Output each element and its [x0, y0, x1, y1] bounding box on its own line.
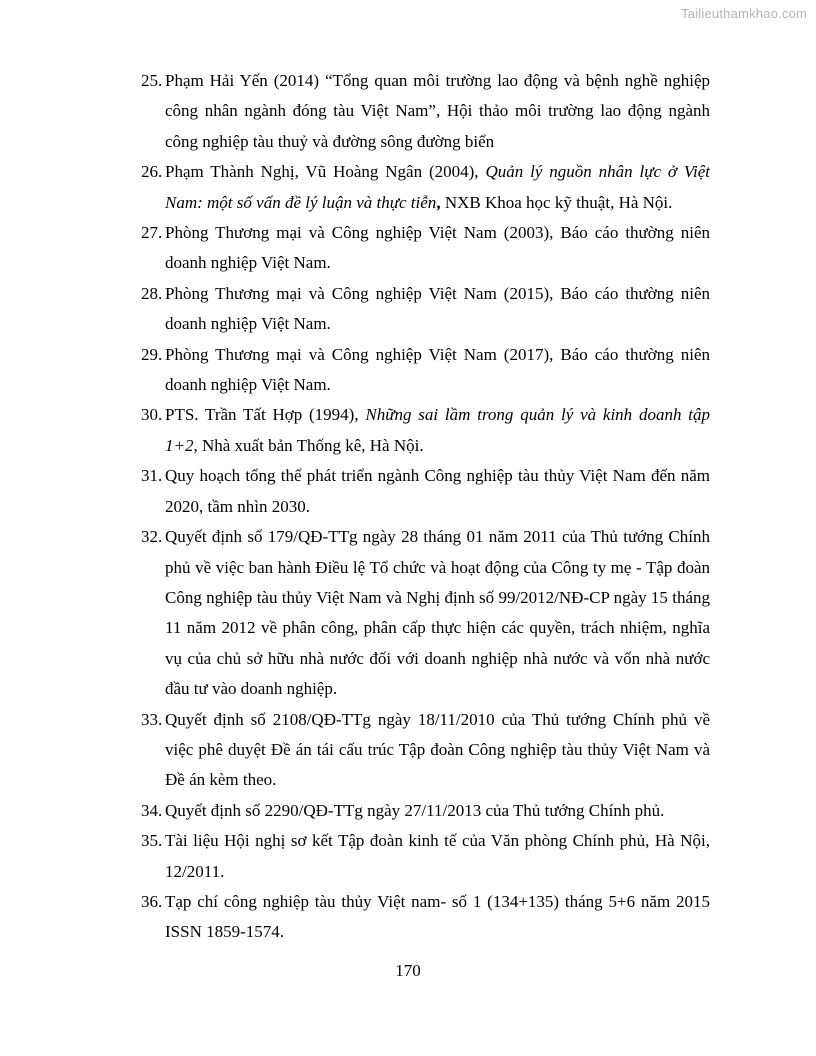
reference-item: [141, 826, 710, 887]
reference-item: [141, 796, 710, 826]
reference-text: Phòng Thương mại và Công nghiệp Việt Nam (2015), Báo cáo thường niên doanh nghiệp Việt Nam.: [165, 283, 710, 334]
reference-text: Tạp chí công nghiệp tàu thủy Việt nam- số 1 (134+135) tháng 5+6 năm 2015 ISSN 1859-1574.: [165, 891, 710, 942]
reference-text-tail: , Nhà xuất bản Thống kê, Hà Nội.: [193, 435, 424, 455]
reference-text: Phạm Hải Yến (2014) “Tổng quan môi trường lao động và bệnh nghề nghiệp công nhân ngành đóng tàu Việt Nam”, Hội thảo môi trường lao động ngành công nghiệp tàu thuỷ và đường sông đường biển: [165, 71, 710, 151]
reference-text-tail: NXB Khoa học kỹ thuật, Hà Nội.: [440, 192, 673, 212]
reference-number: 30.: [141, 405, 163, 425]
reference-item: [141, 340, 710, 401]
reference-item: [141, 400, 710, 461]
reference-text: Quyết định số 2290/QĐ-TTg ngày 27/11/2013 của Thủ tướng Chính phủ.: [165, 800, 665, 820]
reference-text: Quyết định số 179/QĐ-TTg ngày 28 tháng 01 năm 2011 của Thủ tướng Chính phủ về việc ban hành Điều lệ Tổ chức và hoạt động của Công ty mẹ - Tập đoàn Công nghiệp tàu thủy Việt Nam và Nghị định số 99/2012/NĐ-CP ngày 15 tháng 11 năm 2012 về phân công, phân cấp thực hiện các quyền, trách nhiệm, nghĩa vụ của chủ sở hữu nhà nước đối với doanh nghiệp nhà nước và vốn nhà nước đầu tư vào doanh nghiệp.: [165, 527, 710, 699]
reference-text: Quyết định số 2108/QĐ-TTg ngày 18/11/2010 của Thủ tướng Chính phủ về việc phê duyệt Đề án tái cấu trúc Tập đoàn Công nghiệp tàu thủy Việt Nam và Đề án kèm theo.: [165, 709, 710, 790]
reference-item: [141, 887, 710, 948]
reference-item: [141, 461, 710, 522]
reference-item: [141, 66, 710, 157]
reference-number: 25.: [141, 71, 163, 90]
reference-title: Quản lý nguồn nhân lực ở Việt Nam: một số vấn đề lý luận và thực tiễn: [165, 162, 710, 212]
reference-number: 27.: [141, 223, 163, 243]
reference-number: 28.: [141, 283, 163, 303]
reference-item: [141, 705, 710, 796]
reference-text: Phòng Thương mại và Công nghiệp Việt Nam (2017), Báo cáo thường niên doanh nghiệp Việt Nam.: [165, 344, 710, 395]
reference-number: 31.: [141, 466, 163, 486]
reference-number: 34.: [141, 800, 163, 820]
reference-number: 35.: [141, 831, 163, 851]
reference-number: 26.: [141, 162, 163, 182]
reference-number: 36.: [141, 891, 163, 911]
reference-text: Phạm Thành Nghị, Vũ Hoàng Ngân (2004),: [165, 162, 486, 182]
reference-text: Quy hoạch tổng thể phát triển ngành Công nghiệp tàu thủy Việt Nam đến năm 2020, tầm nhìn 2030.: [165, 466, 710, 516]
reference-list: [141, 66, 710, 948]
reference-text: Tài liệu Hội nghị sơ kết Tập đoàn kinh tế của Văn phòng Chính phủ, Hà Nội, 12/2011.: [165, 831, 710, 881]
reference-title: Những sai lầm trong quản lý và kinh doanh tập 1+2: [165, 405, 710, 455]
page-number: 170: [395, 961, 421, 980]
reference-number: 29.: [141, 344, 163, 364]
reference-title-punctuation: ,: [436, 192, 441, 212]
reference-number: 33.: [141, 709, 163, 729]
reference-text: Phòng Thương mại và Công nghiệp Việt Nam (2003), Báo cáo thường niên doanh nghiệp Việt Nam.: [165, 223, 710, 273]
reference-text: PTS. Trần Tất Hợp (1994),: [165, 405, 366, 425]
reference-item: [141, 218, 710, 279]
reference-item: [141, 279, 710, 340]
reference-number: 32.: [141, 527, 163, 547]
reference-item: [141, 522, 710, 704]
watermark: Tailieuthamkhao.com: [681, 6, 807, 21]
reference-item: [141, 157, 710, 218]
